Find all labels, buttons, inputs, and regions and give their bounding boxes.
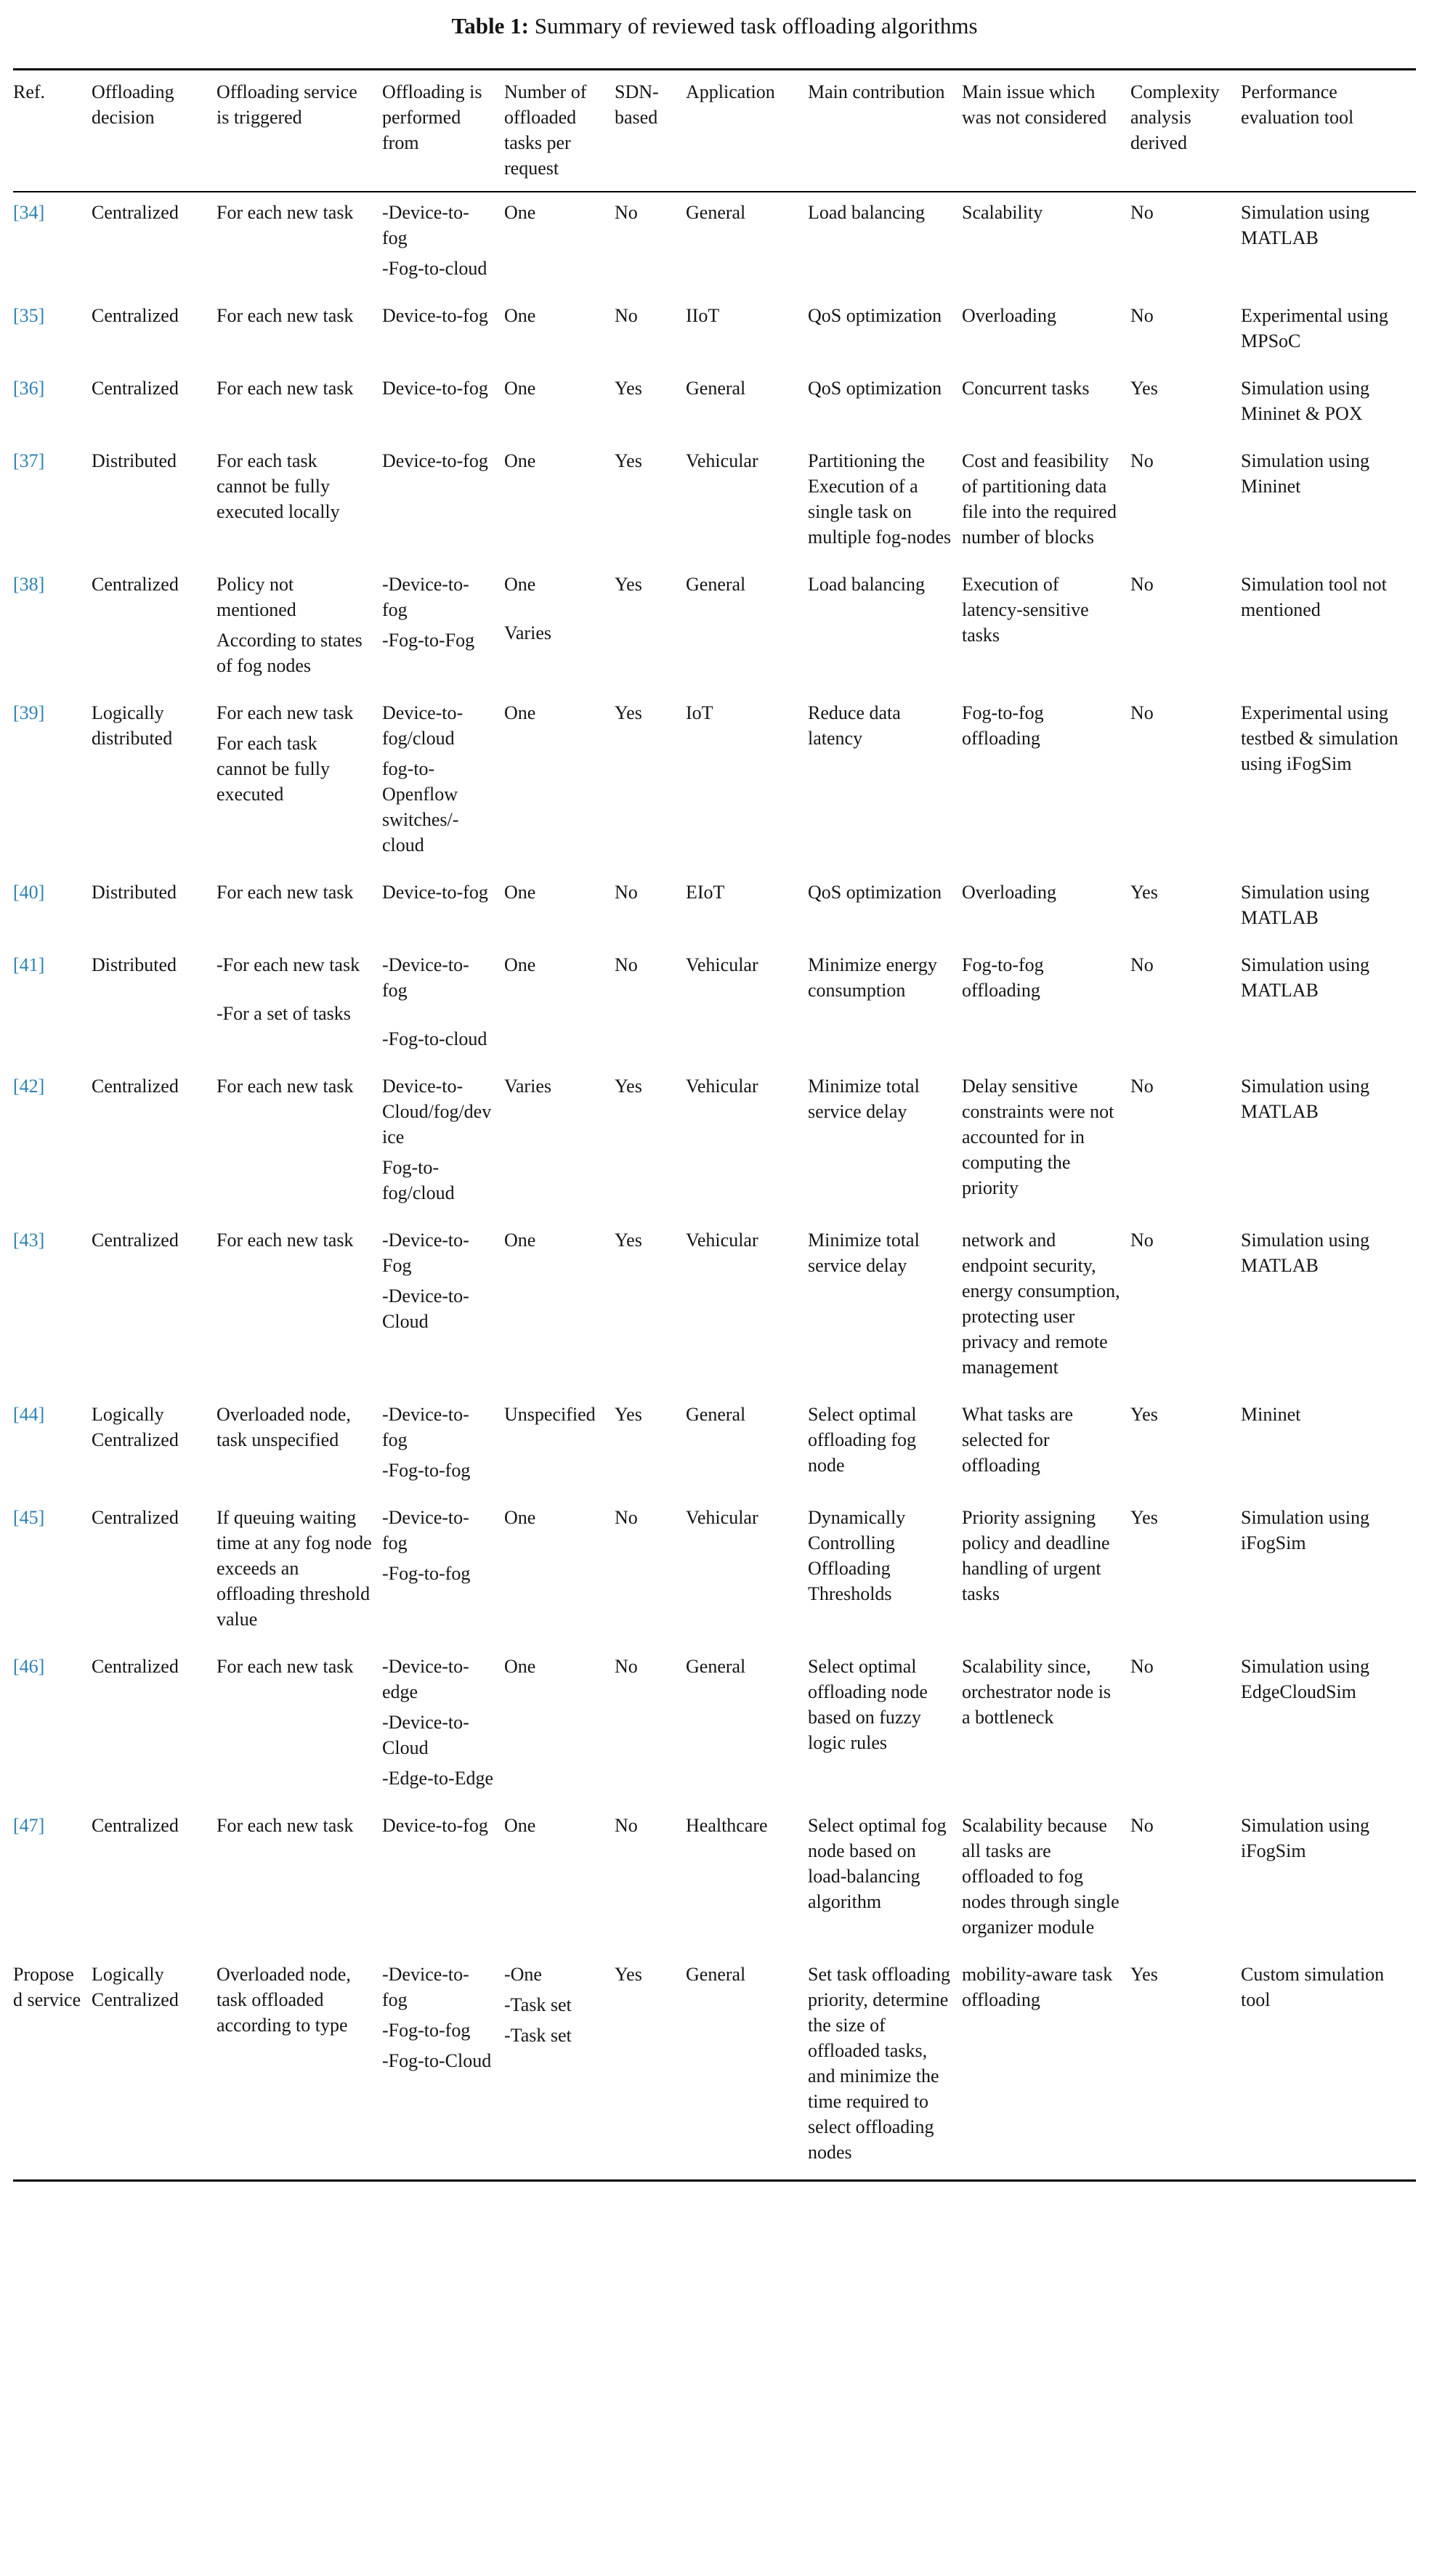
cell-line xyxy=(504,602,604,615)
table-cell xyxy=(382,945,504,1066)
table-cell: Load balancing xyxy=(808,574,925,595)
table-cell: Yes xyxy=(1130,1404,1158,1425)
column-header-application: Application xyxy=(686,70,808,192)
cell-line xyxy=(216,983,372,996)
table-cell: One xyxy=(504,954,536,975)
table-cell: General xyxy=(686,574,746,595)
table-cell: One xyxy=(504,202,536,223)
citation-link[interactable]: [36] xyxy=(13,378,45,399)
cell-line: -Fog-to-fog xyxy=(382,2020,471,2041)
table-cell: Distributed xyxy=(92,954,177,975)
table-row xyxy=(13,693,1416,872)
table-cell: Unspecified xyxy=(504,1404,596,1425)
table-cell: Load balancing xyxy=(808,202,925,223)
table-cell: Device-to-fog xyxy=(382,882,488,903)
cell-line: Device-to-fog/cloud xyxy=(382,702,463,749)
table-cell: No xyxy=(615,305,638,326)
cell-line: -One xyxy=(504,1964,542,1985)
table-cell: No xyxy=(1130,574,1154,595)
citation-link[interactable]: [39] xyxy=(13,702,45,723)
citation-link[interactable]: [37] xyxy=(13,450,45,471)
column-header-main-contribution: Main contribution xyxy=(808,70,962,192)
table-cell xyxy=(382,1498,504,1646)
table-cell: Fog-to-fog offloading xyxy=(962,954,1044,1001)
table-cell: For each new task xyxy=(216,1815,354,1836)
table-cell: Yes xyxy=(615,1404,642,1425)
table-cell: No xyxy=(1130,1656,1154,1677)
table-cell: Logically Centralized xyxy=(92,1404,179,1450)
table-row xyxy=(13,296,1416,368)
table-cell: Overloaded node, task offloaded according to type xyxy=(216,1964,351,2036)
table-cell: No xyxy=(1130,305,1154,326)
citation-link[interactable]: [46] xyxy=(13,1656,45,1677)
cell-line: -Task set xyxy=(504,1994,572,2015)
table-cell: Set task offloading priority, determine the size of offloaded tasks, and minimize the time required to select offloading nodes xyxy=(808,1964,950,2163)
citation-link[interactable]: [42] xyxy=(13,1076,45,1097)
table-cell: Select optimal fog node based on load-balancing algorithm xyxy=(808,1815,947,1912)
column-header-ref: Ref. xyxy=(13,70,92,192)
table-cell: No xyxy=(1130,202,1154,223)
table-cell: Vehicular xyxy=(686,1076,758,1097)
table-cell: No xyxy=(1130,954,1154,975)
citation-link[interactable]: [43] xyxy=(13,1230,45,1251)
table-cell: Simulation using MATLAB xyxy=(1241,954,1369,1001)
table-row xyxy=(13,441,1416,564)
table-cell: Vehicular xyxy=(686,954,758,975)
table-cell: Partitioning the Execution of a single task on multiple fog-nodes xyxy=(808,450,952,548)
table-row xyxy=(13,872,1416,945)
table-cell xyxy=(504,1954,615,2181)
header-row xyxy=(13,70,1416,192)
table-cell xyxy=(382,192,504,296)
table-cell xyxy=(382,1394,504,1498)
table-row xyxy=(13,192,1416,296)
table-cell: Device-to-fog xyxy=(382,1815,488,1836)
cell-line: -Fog-to-fog xyxy=(382,1563,471,1584)
column-header-main-issue: Main issue which was not considered xyxy=(962,70,1130,192)
table-cell: One xyxy=(504,305,536,326)
table-cell: Minimize total service delay xyxy=(808,1076,920,1122)
table-row xyxy=(13,1394,1416,1498)
table-cell: Yes xyxy=(615,702,642,723)
table-row xyxy=(13,1066,1416,1220)
table-cell: For each new task xyxy=(216,1076,354,1097)
table-cell: Vehicular xyxy=(686,1507,758,1528)
ref-cell xyxy=(13,441,92,564)
ref-cell xyxy=(13,192,92,296)
table-cell: If queuing waiting time at any fog node exceeds an offloading threshold value xyxy=(216,1507,372,1630)
table-row xyxy=(13,368,1416,441)
ref-cell xyxy=(13,945,92,1066)
citation-link[interactable]: [41] xyxy=(13,954,45,975)
table-cell: Simulation using MATLAB xyxy=(1241,202,1369,248)
table-cell: Overloaded node, task unspecified xyxy=(216,1404,351,1450)
table-caption-label: Table 1: xyxy=(451,13,529,38)
citation-link[interactable]: [35] xyxy=(13,305,45,326)
table-cell: One xyxy=(504,1656,536,1677)
ref-cell xyxy=(13,1498,92,1646)
table-cell: Centralized xyxy=(92,1656,179,1677)
table-cell: One xyxy=(504,1230,536,1251)
ref-cell xyxy=(13,1394,92,1498)
table-cell: Device-to-fog xyxy=(382,378,488,399)
table-cell: Custom simulation tool xyxy=(1241,1964,1385,2010)
cell-line: -Fog-to-Cloud xyxy=(382,2050,492,2071)
cell-line: According to states of fog nodes xyxy=(216,630,363,676)
table-cell: Yes xyxy=(615,1230,642,1251)
table-cell: Simulation using Mininet & POX xyxy=(1241,378,1369,424)
table-cell: Minimize total service delay xyxy=(808,1230,920,1276)
table-cell: One xyxy=(504,1815,536,1836)
cell-line: Fog-to-fog/cloud xyxy=(382,1157,455,1203)
table-cell: Yes xyxy=(1130,1964,1158,1985)
column-header-performance-tool: Performance evaluation tool xyxy=(1241,70,1416,192)
cell-line: -Device-to-fog xyxy=(382,202,469,248)
ref-cell xyxy=(13,296,92,368)
table-cell: Cost and feasibility of partitioning data file into the required number of blocks xyxy=(962,450,1117,548)
table-cell xyxy=(382,1066,504,1220)
table-cell: QoS optimization xyxy=(808,378,942,399)
table-cell xyxy=(382,1220,504,1394)
table-cell: Concurrent tasks xyxy=(962,378,1090,399)
cell-line: For each task cannot be fully executed xyxy=(216,733,330,805)
table-cell: Fog-to-fog offloading xyxy=(962,702,1044,749)
table-cell: No xyxy=(1130,1815,1154,1836)
table-cell: No xyxy=(615,882,638,903)
table-cell: Minimize energy consumption xyxy=(808,954,937,1001)
table-cell: Scalability because all tasks are offloaded to fog nodes through single organizer module xyxy=(962,1815,1120,1938)
cell-line: -For a set of tasks xyxy=(216,1003,351,1024)
table-cell: Experimental using testbed & simulation using iFogSim xyxy=(1241,702,1398,774)
table-cell: Reduce data latency xyxy=(808,702,901,749)
table-cell: EIoT xyxy=(686,882,725,903)
column-header-complexity-analysis: Complexity analysis derived xyxy=(1130,70,1241,192)
table-cell: network and endpoint security, energy consumption, protecting user privacy and remote management xyxy=(962,1230,1120,1378)
table-cell: Select optimal offloading fog node xyxy=(808,1404,917,1476)
cell-line: -Fog-to-cloud xyxy=(382,1028,487,1049)
table-cell: Simulation tool not mentioned xyxy=(1241,574,1387,620)
citation-link[interactable]: [34] xyxy=(13,202,45,223)
table-cell: Centralized xyxy=(92,202,179,223)
ref-cell xyxy=(13,1805,92,1954)
table-cell: Centralized xyxy=(92,305,179,326)
table-cell: Experimental using MPSoC xyxy=(1241,305,1388,352)
cell-line: -Device-to-fog xyxy=(382,1964,469,2010)
table-cell: No xyxy=(1130,450,1154,471)
table-cell: Simulation using Mininet xyxy=(1241,450,1369,497)
cell-line: Varies xyxy=(504,622,551,643)
table-caption-text: Summary of reviewed task offloading algorithms xyxy=(534,13,978,38)
table-cell: No xyxy=(615,1507,638,1528)
table-cell: General xyxy=(686,1964,746,1985)
citation-link[interactable]: [40] xyxy=(13,882,45,903)
table-cell xyxy=(382,1954,504,2181)
table-caption xyxy=(13,12,1416,41)
table-cell: Centralized xyxy=(92,378,179,399)
table-cell: Logically distributed xyxy=(92,702,173,749)
table-cell: General xyxy=(686,1404,746,1425)
ref-cell xyxy=(13,872,92,945)
table-cell xyxy=(216,564,382,693)
table-cell: Simulation using MATLAB xyxy=(1241,882,1369,928)
cell-line: Policy not mentioned xyxy=(216,574,296,620)
cell-line: fog-to-Openflow switches/-cloud xyxy=(382,758,459,856)
table-cell: For each task cannot be fully executed locally xyxy=(216,450,340,522)
ref-cell xyxy=(13,1220,92,1394)
table-cell: Overloading xyxy=(962,882,1056,903)
cell-line: -Device-to-fog xyxy=(382,954,469,1001)
table-cell: No xyxy=(615,1656,638,1677)
table-cell: No xyxy=(1130,1076,1154,1097)
table-cell: Centralized xyxy=(92,1815,179,1836)
table-cell: Centralized xyxy=(92,1230,179,1251)
table-cell: For each new task xyxy=(216,1656,354,1677)
table-cell: No xyxy=(1130,1230,1154,1251)
table-cell: Varies xyxy=(504,1076,551,1097)
table-cell xyxy=(382,1646,504,1805)
table-cell: No xyxy=(615,954,638,975)
table-cell: IoT xyxy=(686,702,713,723)
table-cell xyxy=(216,693,382,872)
table-cell: One xyxy=(504,450,536,471)
table-row xyxy=(13,1954,1416,2181)
table-cell: IIoT xyxy=(686,305,720,326)
ref-cell xyxy=(13,1954,92,2181)
table-cell: Centralized xyxy=(92,574,179,595)
table-cell: Delay sensitive constraints were not accounted for in computing the priority xyxy=(962,1076,1114,1198)
table-cell: Priority assigning policy and deadline handling of urgent tasks xyxy=(962,1507,1110,1604)
cell-line: For each new task xyxy=(216,702,354,723)
table-cell: Select optimal offloading node based on fuzzy logic rules xyxy=(808,1656,928,1753)
ref-text: Proposed service xyxy=(13,1964,81,2010)
table-row xyxy=(13,564,1416,693)
table-cell: Yes xyxy=(615,574,642,595)
table-cell: mobility-aware task offloading xyxy=(962,1964,1113,2010)
table-body xyxy=(13,192,1416,2181)
table-cell: For each new task xyxy=(216,882,354,903)
table-cell: No xyxy=(615,1815,638,1836)
column-header-service-triggered: Offloading service is triggered xyxy=(216,70,382,192)
table-cell: Device-to-fog xyxy=(382,305,488,326)
cell-line: -Device-to-Cloud xyxy=(382,1712,469,1758)
table-cell: Centralized xyxy=(92,1076,179,1097)
table-cell: Yes xyxy=(615,450,642,471)
table-cell: Device-to-fog xyxy=(382,450,488,471)
table-cell: Yes xyxy=(615,1076,642,1097)
ref-cell xyxy=(13,1066,92,1220)
table-cell: For each new task xyxy=(216,202,354,223)
table-cell: Simulation using iFogSim xyxy=(1241,1815,1369,1861)
table-cell: Mininet xyxy=(1241,1404,1301,1425)
table-cell: No xyxy=(1130,702,1154,723)
table-cell xyxy=(216,945,382,1066)
table-header xyxy=(13,70,1416,192)
table-cell: General xyxy=(686,1656,746,1677)
table-row xyxy=(13,1646,1416,1805)
cell-line: -Fog-to-Fog xyxy=(382,630,475,651)
ref-cell xyxy=(13,564,92,693)
table-cell: Overloading xyxy=(962,305,1056,326)
cell-line: -Fog-to-fog xyxy=(382,1460,471,1481)
table-cell: Centralized xyxy=(92,1507,179,1528)
table-cell: Simulation using EdgeCloudSim xyxy=(1241,1656,1369,1702)
cell-line: -Device-to-fog xyxy=(382,1404,469,1450)
table-cell: Healthcare xyxy=(686,1815,768,1836)
table-cell: No xyxy=(615,202,638,223)
table-cell: What tasks are selected for offloading xyxy=(962,1404,1074,1476)
table-cell: For each new task xyxy=(216,305,354,326)
table-cell: Yes xyxy=(1130,882,1158,903)
table-cell: For each new task xyxy=(216,378,354,399)
table-cell: General xyxy=(686,202,746,223)
table-cell: Yes xyxy=(615,378,642,399)
cell-line: -Device-to-Cloud xyxy=(382,1285,469,1332)
table-cell: For each new task xyxy=(216,1230,354,1251)
table-cell: Dynamically Controlling Offloading Thresholds xyxy=(808,1507,906,1604)
table-cell: QoS optimization xyxy=(808,305,942,326)
cell-line: -Device-to-Fog xyxy=(382,1230,469,1276)
table-cell: Distributed xyxy=(92,882,177,903)
summary-table xyxy=(13,68,1416,2182)
table-cell: Yes xyxy=(615,1964,642,1985)
table-cell: Simulation using MATLAB xyxy=(1241,1230,1369,1276)
table-cell: Vehicular xyxy=(686,1230,758,1251)
table-cell: Execution of latency-sensitive tasks xyxy=(962,574,1089,646)
table-cell: Simulation using MATLAB xyxy=(1241,1076,1369,1122)
table-cell: QoS optimization xyxy=(808,882,942,903)
cell-line: -For each new task xyxy=(216,954,360,975)
cell-line: -Device-to-fog xyxy=(382,1507,469,1553)
table-cell: One xyxy=(504,882,536,903)
table-row xyxy=(13,1805,1416,1954)
table-cell: One xyxy=(504,378,536,399)
cell-line: -Fog-to-cloud xyxy=(382,258,487,279)
cell-line: -Edge-to-Edge xyxy=(382,1768,494,1789)
citation-link[interactable]: [44] xyxy=(13,1404,45,1425)
table-cell: Yes xyxy=(1130,1507,1158,1528)
cell-line: -Device-to-edge xyxy=(382,1656,469,1702)
table-row xyxy=(13,1220,1416,1394)
column-header-sdn-based: SDN-based xyxy=(615,70,686,192)
ref-cell xyxy=(13,1646,92,1805)
cell-line: -Task set xyxy=(504,2025,572,2046)
citation-link[interactable]: [38] xyxy=(13,574,45,595)
cell-line: Device-to-Cloud/fog/device xyxy=(382,1076,492,1147)
table-cell xyxy=(382,693,504,872)
table-cell: One xyxy=(504,1507,536,1528)
table-cell xyxy=(382,564,504,693)
cell-line xyxy=(382,1008,494,1021)
table-cell: Scalability since, orchestrator node is a bottleneck xyxy=(962,1656,1112,1728)
cell-line: -Device-to-fog xyxy=(382,574,469,620)
table-cell: Yes xyxy=(1130,378,1158,399)
table-cell: Logically Centralized xyxy=(92,1964,179,2010)
ref-cell xyxy=(13,693,92,872)
table-cell xyxy=(504,564,615,693)
column-header-performed-from: Offloading is performed from xyxy=(382,70,504,192)
column-header-number-of-tasks: Number of offloaded tasks per request xyxy=(504,70,615,192)
column-header-offloading-decision: Offloading decision xyxy=(92,70,216,192)
table-cell: One xyxy=(504,702,536,723)
table-cell: Scalability xyxy=(962,202,1043,223)
cell-line: One xyxy=(504,574,536,595)
table-cell: Vehicular xyxy=(686,450,758,471)
table-row xyxy=(13,1498,1416,1646)
table-cell: Simulation using iFogSim xyxy=(1241,1507,1369,1553)
table-row xyxy=(13,945,1416,1066)
table-cell: General xyxy=(686,378,746,399)
citation-link[interactable]: [47] xyxy=(13,1815,45,1836)
table-cell: Distributed xyxy=(92,450,177,471)
citation-link[interactable]: [45] xyxy=(13,1507,45,1528)
ref-cell xyxy=(13,368,92,441)
